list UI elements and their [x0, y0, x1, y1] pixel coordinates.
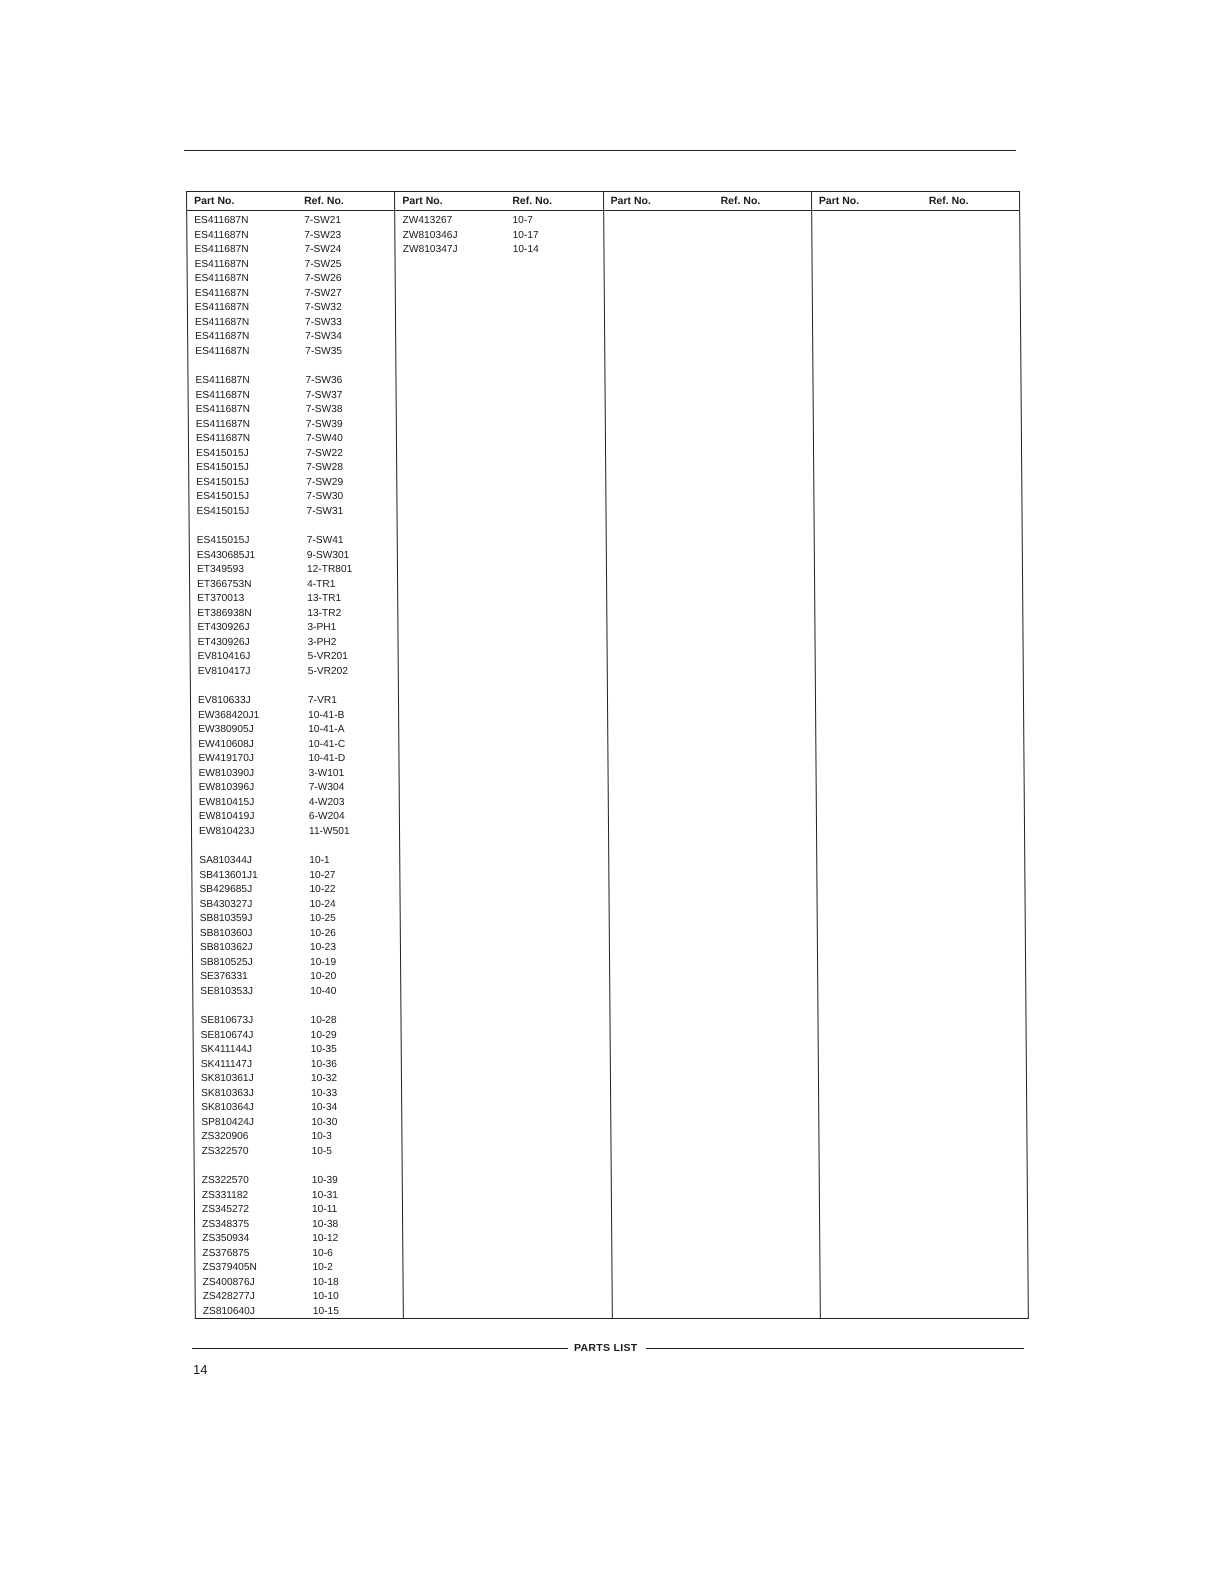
- group-spacer: [192, 840, 399, 855]
- ref-no-cell: 10-41-D: [308, 753, 346, 765]
- part-no-cell: ZW810347J: [402, 244, 458, 256]
- group-spacer: [188, 359, 395, 374]
- ref-no-cell: 10-33: [311, 1087, 338, 1099]
- ref-no-cell: 7-SW25: [304, 258, 342, 270]
- part-no-cell: ET430926J: [197, 622, 250, 634]
- ref-no-cell: 10-19: [310, 956, 337, 968]
- ref-no-cell: 7-SW40: [305, 433, 343, 445]
- part-no-cell: ES411687N: [194, 229, 249, 241]
- table-column-4: [812, 192, 1028, 1318]
- top-rule: [184, 150, 1016, 151]
- part-no-cell: ZS350934: [202, 1233, 250, 1245]
- table-row: [193, 927, 400, 942]
- table-row: [192, 781, 399, 796]
- table-row: [190, 578, 397, 593]
- part-no-cell: ZS345272: [201, 1204, 250, 1216]
- ref-no-cell: 10-25: [309, 913, 336, 925]
- ref-no-cell: 10-11: [311, 1204, 338, 1216]
- table-row: [193, 985, 400, 1000]
- table-row: [195, 1261, 402, 1276]
- table-row: [191, 650, 398, 665]
- group-spacer: [191, 680, 398, 695]
- ref-no-cell: 10-20: [310, 971, 337, 983]
- ref-no-cell: 10-30: [311, 1116, 338, 1128]
- ref-no-cell: 11-W501: [308, 825, 350, 837]
- table-row: [194, 1058, 401, 1073]
- ref-no-cell: 7-SW31: [306, 505, 344, 517]
- ref-no-cell: 10-15: [312, 1306, 339, 1318]
- table-row: [190, 607, 397, 622]
- table-row: [192, 854, 399, 869]
- part-no-cell: SB429685J: [199, 884, 253, 896]
- table-row: [189, 389, 396, 404]
- table-row: [196, 1276, 403, 1291]
- table-row: [396, 243, 603, 258]
- column-rows: [604, 211, 811, 214]
- ref-no-cell: 7-SW28: [306, 462, 344, 474]
- part-no-cell: SB430327J: [199, 898, 253, 910]
- table-row: [191, 709, 398, 724]
- table-row: [188, 258, 395, 273]
- table-row: [188, 316, 395, 331]
- table-row: [188, 345, 395, 360]
- ref-no-cell: 13-TR1: [307, 593, 342, 605]
- part-no-cell: EW810419J: [198, 811, 255, 823]
- part-no-cell: ET349593: [196, 564, 245, 576]
- part-no-cell: ZS322570: [201, 1175, 249, 1187]
- part-no-cell: ZS379405N: [202, 1262, 257, 1274]
- ref-no-cell: 7-SW37: [305, 389, 343, 401]
- part-no-cell: ES415015J: [196, 505, 250, 517]
- part-no-cell: SK810363J: [201, 1087, 254, 1099]
- ref-no-cell: 10-41-B: [308, 709, 345, 721]
- ref-no-cell: 10-7: [512, 215, 533, 226]
- table-row: [194, 1130, 401, 1145]
- ref-no-cell: 10-22: [309, 884, 336, 896]
- part-no-cell: ES411687N: [194, 287, 250, 299]
- page-number: 14: [193, 1362, 208, 1377]
- table-row: [195, 1218, 402, 1233]
- part-no-cell: EV810633J: [197, 695, 251, 707]
- part-no-cell: SB810360J: [199, 927, 253, 939]
- table-row: [193, 970, 400, 985]
- part-no-cell: SB413601J1: [199, 869, 258, 881]
- table-row: [190, 636, 397, 651]
- table-row: [194, 1029, 401, 1044]
- table-row: [188, 374, 395, 389]
- table-column-1: [187, 192, 404, 1318]
- part-no-cell: ZS400876J: [202, 1276, 255, 1288]
- table-row: [195, 1232, 402, 1247]
- part-no-cell: EW368420J1: [198, 709, 260, 721]
- ref-no-cell: 10-23: [309, 942, 337, 954]
- ref-no-cell: 3-PH2: [307, 636, 337, 648]
- table-row: [189, 418, 396, 433]
- part-no-cell: ZS348375: [202, 1218, 250, 1230]
- ref-no-cell: 7-SW33: [304, 316, 342, 328]
- table-row: [192, 869, 399, 884]
- part-no-cell: EW810423J: [198, 825, 255, 837]
- ref-no-cell: 10-17: [512, 229, 539, 241]
- ref-no-cell: 10-35: [310, 1044, 337, 1056]
- ref-no-cell: 7-SW41: [306, 535, 344, 547]
- part-no-cell: EV810417J: [197, 665, 251, 677]
- table-row: [187, 229, 394, 244]
- column-rows: [812, 211, 1019, 214]
- part-no-cell: SB810525J: [200, 956, 253, 968]
- table-row: [191, 752, 398, 767]
- ref-no-cell: 10-36: [310, 1058, 337, 1070]
- ref-no-header: Ref. No.: [928, 195, 969, 207]
- ref-no-cell: 7-SW30: [306, 491, 344, 503]
- ref-no-cell: 10-14: [512, 244, 539, 256]
- part-no-cell: ZS376875: [202, 1247, 250, 1259]
- part-no-cell: SE376331: [200, 971, 248, 983]
- table-row: [193, 898, 400, 913]
- table-row: [192, 796, 399, 811]
- part-no-cell: ES411687N: [194, 316, 250, 328]
- ref-no-cell: 10-2: [312, 1262, 333, 1274]
- table-row: [191, 665, 398, 680]
- part-no-cell: SP810424J: [201, 1116, 255, 1128]
- table-row: [191, 694, 398, 709]
- group-spacer: [193, 1000, 400, 1015]
- table-row: [196, 1305, 403, 1320]
- ref-no-cell: 7-SW21: [304, 215, 342, 226]
- part-no-cell: ES415015J: [196, 476, 250, 488]
- ref-no-header: Ref. No.: [512, 195, 553, 207]
- part-no-cell: ZS331182: [201, 1189, 249, 1201]
- ref-no-cell: 7-SW32: [304, 302, 342, 314]
- table-row: [192, 883, 399, 898]
- table-row: [193, 941, 400, 956]
- table-column-2: [395, 192, 612, 1318]
- table-row: [195, 1247, 402, 1262]
- footer-rule-left: [192, 1348, 568, 1349]
- ref-no-cell: 3-PH1: [307, 622, 337, 634]
- part-no-cell: ES411687N: [195, 345, 250, 357]
- table-row: [187, 243, 394, 258]
- ref-no-cell: 9-SW301: [306, 549, 350, 561]
- ref-no-cell: 10-39: [311, 1175, 338, 1187]
- table-row: [191, 738, 398, 753]
- part-no-cell: ZS810640J: [202, 1306, 255, 1318]
- part-no-cell: ZW413267: [402, 215, 453, 226]
- footer-rule-right: [646, 1348, 1024, 1349]
- part-no-cell: ES411687N: [194, 244, 249, 256]
- ref-no-cell: 4-W203: [308, 796, 345, 808]
- ref-no-cell: 7-SW22: [306, 447, 343, 459]
- column-header: [395, 192, 602, 211]
- part-no-cell: ES411687N: [195, 331, 250, 343]
- ref-no-cell: 7-SW29: [306, 476, 344, 488]
- table-row: [188, 301, 395, 316]
- part-no-header: Part No.: [610, 195, 651, 207]
- table-row: [189, 403, 396, 418]
- table-row: [194, 1087, 401, 1102]
- footer-label: PARTS LIST: [574, 1342, 638, 1354]
- table-row: [189, 505, 396, 520]
- table-row: [194, 1043, 401, 1058]
- part-no-cell: SK810364J: [201, 1102, 254, 1114]
- table-row: [192, 767, 399, 782]
- part-no-cell: ES411687N: [194, 258, 249, 270]
- ref-no-cell: 7-SW36: [305, 375, 343, 387]
- ref-no-cell: 3-W101: [308, 767, 345, 779]
- part-no-cell: EW810396J: [198, 782, 255, 794]
- ref-no-cell: 10-41-C: [308, 738, 346, 750]
- ref-no-cell: 10-40: [310, 985, 337, 997]
- table-row: [196, 1290, 403, 1305]
- ref-no-cell: 10-26: [309, 927, 336, 939]
- ref-no-cell: 5-VR202: [307, 665, 349, 677]
- table-row: [194, 1145, 401, 1160]
- part-no-cell: ES430685J1: [196, 549, 256, 561]
- table-row: [194, 1072, 401, 1087]
- part-no-cell: EW810415J: [198, 796, 255, 808]
- part-no-cell: ES415015J: [196, 447, 249, 459]
- part-no-cell: ET386938N: [197, 607, 252, 619]
- ref-no-header: Ref. No.: [720, 195, 761, 207]
- ref-no-cell: 10-24: [309, 898, 336, 910]
- ref-no-cell: 10-28: [310, 1015, 337, 1027]
- table-row: [194, 1116, 401, 1131]
- ref-no-cell: 10-38: [312, 1218, 339, 1230]
- ref-no-cell: 7-SW39: [305, 418, 343, 430]
- group-spacer: [190, 519, 397, 534]
- ref-no-cell: 10-10: [312, 1291, 339, 1303]
- table-row: [188, 330, 395, 345]
- column-header: [187, 192, 394, 211]
- table-row: [193, 912, 400, 927]
- table-row: [194, 1101, 401, 1116]
- ref-no-cell: 10-29: [310, 1029, 337, 1041]
- table-row: [192, 810, 399, 825]
- table-row: [190, 549, 397, 564]
- part-no-cell: ES411687N: [194, 273, 249, 285]
- part-no-cell: ES411687N: [194, 215, 249, 226]
- part-no-cell: EV810416J: [197, 651, 251, 663]
- part-no-cell: SE810674J: [200, 1029, 254, 1041]
- part-no-cell: ES415015J: [196, 462, 249, 474]
- ref-no-cell: 10-12: [312, 1233, 339, 1245]
- ref-no-cell: 12-TR801: [306, 564, 353, 576]
- column-header: [604, 192, 811, 211]
- part-no-cell: ES411687N: [195, 433, 251, 445]
- ref-no-cell: 7-SW26: [304, 273, 342, 285]
- table-row: [190, 621, 397, 636]
- part-no-cell: ES411687N: [195, 418, 251, 430]
- table-row: [189, 476, 396, 491]
- table-row: [188, 272, 395, 287]
- ref-no-cell: 7-SW27: [304, 287, 342, 299]
- part-no-header: Part No.: [818, 195, 860, 207]
- part-no-cell: ZS320906: [201, 1131, 249, 1143]
- ref-no-cell: 10-32: [310, 1073, 338, 1085]
- ref-no-cell: 10-27: [309, 869, 336, 881]
- part-no-cell: ES415015J: [196, 491, 250, 503]
- part-no-cell: SE810673J: [200, 1015, 254, 1027]
- ref-no-cell: 10-6: [312, 1247, 333, 1259]
- part-no-cell: SB810362J: [199, 942, 253, 954]
- table-row: [189, 490, 396, 505]
- ref-no-cell: 10-18: [312, 1276, 339, 1288]
- column-rows: [395, 211, 603, 258]
- part-no-cell: SK411144J: [200, 1044, 252, 1056]
- group-spacer: [195, 1160, 402, 1175]
- ref-no-cell: 10-41-A: [308, 724, 345, 736]
- table-row: [193, 1014, 400, 1029]
- ref-no-cell: 7-VR1: [307, 695, 337, 707]
- table-row: [191, 723, 398, 738]
- table-row: [192, 825, 399, 840]
- part-no-cell: ES411687N: [195, 375, 250, 387]
- part-no-cell: ZS428277J: [202, 1291, 255, 1303]
- part-no-cell: EW410608J: [198, 738, 254, 750]
- table-row: [195, 1203, 402, 1218]
- table-row: [187, 214, 394, 229]
- ref-no-cell: 7-SW34: [305, 331, 343, 343]
- table-row: [189, 432, 396, 447]
- table-row: [190, 534, 397, 549]
- part-no-cell: SK411147J: [200, 1058, 253, 1070]
- ref-no-cell: 10-1: [309, 855, 330, 867]
- table-row: [190, 563, 397, 578]
- part-no-cell: ES411687N: [194, 302, 250, 314]
- part-no-cell: ZW810346J: [402, 229, 458, 241]
- ref-no-cell: 6-W204: [308, 811, 345, 823]
- ref-no-cell: 7-W304: [308, 782, 345, 794]
- part-no-cell: EW419170J: [198, 753, 255, 765]
- table-row: [396, 229, 603, 244]
- parts-table: [186, 191, 1029, 1319]
- part-no-cell: SK810361J: [200, 1073, 254, 1085]
- part-no-cell: ET370013: [197, 593, 245, 605]
- ref-no-cell: 13-TR2: [307, 607, 342, 619]
- part-no-cell: SB810359J: [199, 913, 253, 925]
- part-no-cell: ES411687N: [195, 404, 250, 416]
- part-no-cell: EW380905J: [198, 724, 254, 736]
- part-no-cell: SE810353J: [200, 985, 254, 997]
- ref-no-cell: 10-31: [311, 1189, 338, 1201]
- table-row: [190, 592, 397, 607]
- ref-no-cell: 10-5: [311, 1146, 332, 1157]
- part-no-cell: ZS322570: [201, 1146, 249, 1157]
- part-no-cell: SA810344J: [199, 855, 252, 867]
- ref-no-cell: 4-TR1: [307, 578, 336, 590]
- part-no-cell: ES411687N: [195, 389, 250, 401]
- ref-no-cell: 10-34: [311, 1102, 338, 1114]
- table-row: [188, 287, 395, 302]
- ref-no-header: Ref. No.: [304, 195, 344, 207]
- table-row: [189, 447, 396, 462]
- table-row: [195, 1189, 402, 1204]
- ref-no-cell: 7-SW38: [305, 404, 343, 416]
- part-no-cell: EW810390J: [198, 767, 255, 779]
- table-row: [193, 956, 400, 971]
- ref-no-cell: 7-SW35: [305, 345, 343, 357]
- column-rows: [187, 211, 403, 1320]
- column-header: [812, 192, 1019, 211]
- table-row: [195, 1174, 402, 1189]
- ref-no-cell: 5-VR201: [307, 651, 348, 663]
- part-no-header: Part No.: [194, 195, 235, 207]
- table-row: [189, 461, 396, 476]
- ref-no-cell: 10-3: [311, 1131, 332, 1143]
- part-no-cell: ET366753N: [197, 578, 252, 590]
- ref-no-cell: 7-SW23: [304, 229, 342, 241]
- part-no-cell: ET430926J: [197, 636, 250, 648]
- ref-no-cell: 7-SW24: [304, 244, 342, 256]
- table-row: [395, 214, 602, 229]
- table-column-3: [604, 192, 821, 1318]
- part-no-cell: ES415015J: [196, 535, 250, 547]
- part-no-header: Part No.: [402, 195, 443, 207]
